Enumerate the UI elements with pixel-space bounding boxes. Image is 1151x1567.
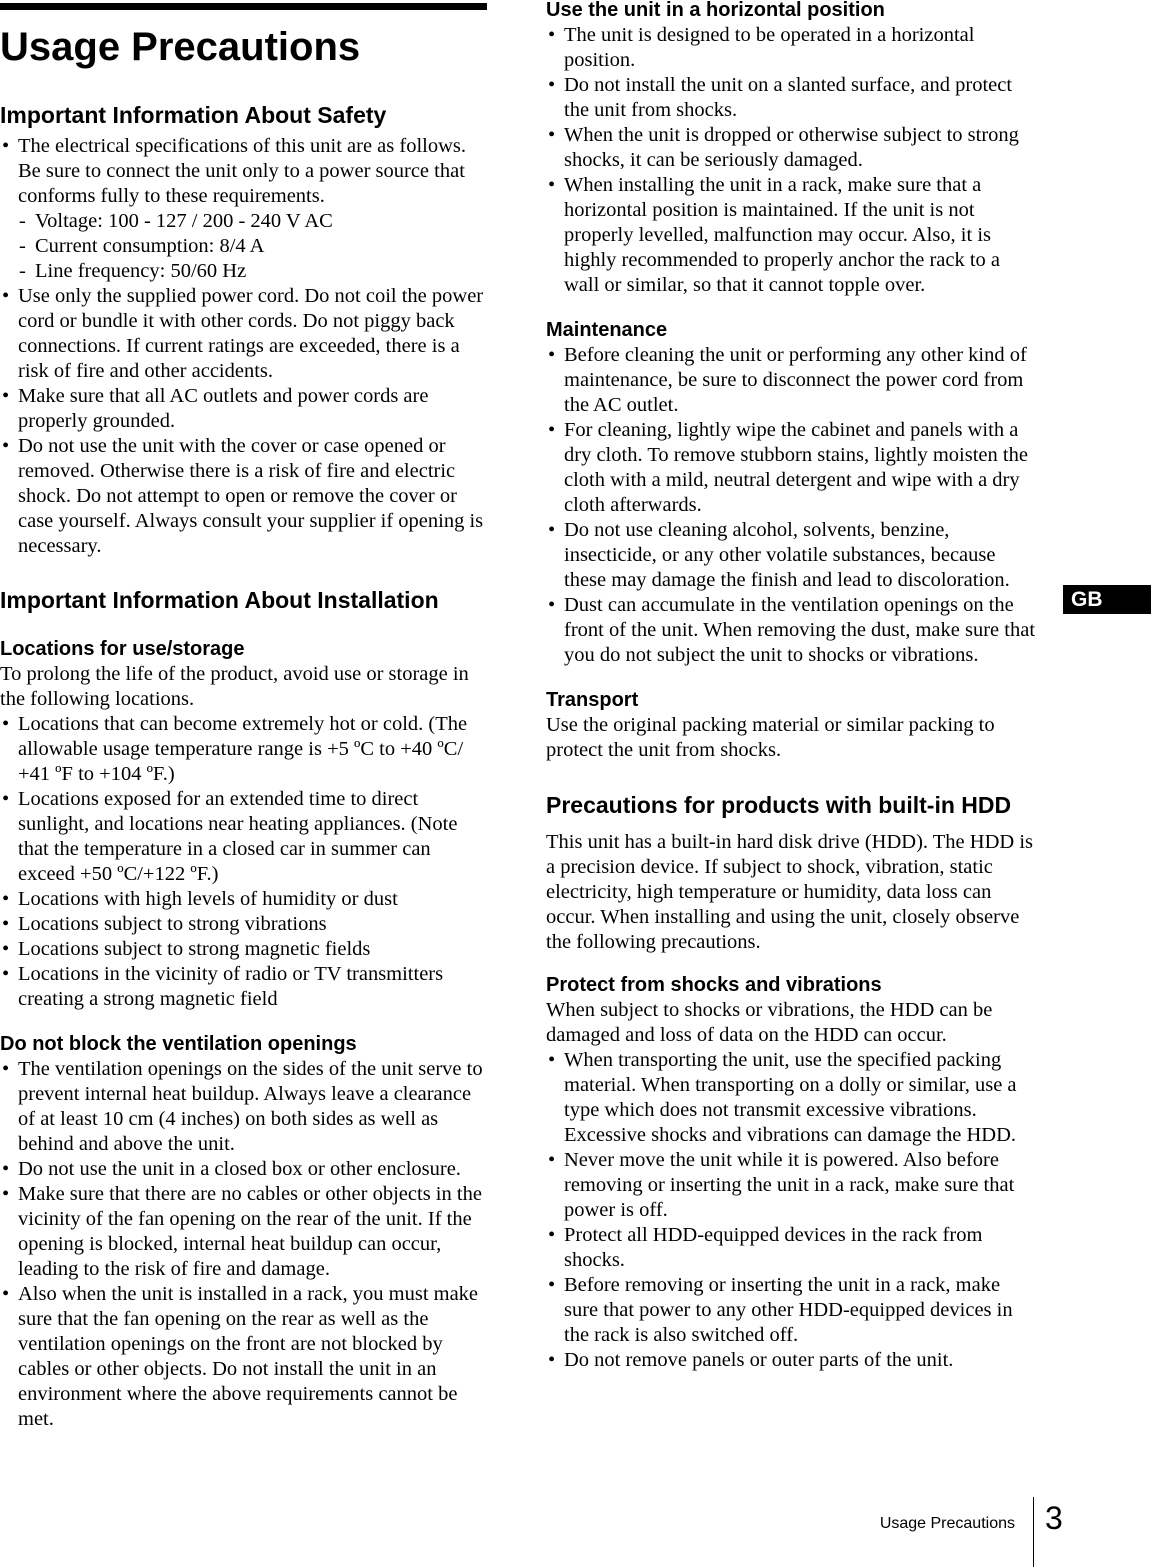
list-item: • The unit is designed to be operated in a horizontal position. [546, 23, 1038, 73]
list-item: • Locations with high levels of humidity or dust [0, 887, 487, 912]
list-item: • Never move the unit while it is powered. Also before removing or inserting the unit in a rack, make sure that power is off. [546, 1148, 1038, 1223]
list-item: • Locations exposed for an extended time to direct sunlight, and locations near heating appliances. (Note that the temperature in a closed car in summer can exceed +50 ºC/+122 ºF.) [0, 787, 487, 887]
list-item: • Locations subject to strong magnetic fields [0, 937, 487, 962]
footer-label: Usage Precautions [879, 1515, 1015, 1532]
ventilation-list [0, 1057, 487, 1432]
list-item: • Also when the unit is installed in a rack, you must make sure that the fan opening on the rear as well as the ventilation openings on the front are not blocked by cables or other objects. Do not install the unit in an environment where the above requirements cannot be met. [0, 1282, 487, 1432]
list-item: • Locations in the vicinity of radio or TV transmitters creating a strong magnetic field [0, 962, 487, 1012]
spec-item: - Current consumption: 8/4 A [0, 234, 487, 259]
hdd-intro: This unit has a built-in hard disk drive (HDD). The HDD is a precision device. If subject to shock, vibration, static electricity, high temperature or humidity, data loss can occur. When installing and using the unit, closely observe the following precautions. [546, 831, 1033, 953]
list-item: • Do not remove panels or outer parts of the unit. [546, 1348, 1038, 1373]
list-item: • Do not install the unit on a slanted surface, and protect the unit from shocks. [546, 73, 1038, 123]
locations-intro: To prolong the life of the product, avoid use or storage in the following locations. [0, 663, 469, 710]
list-item: • Use only the supplied power cord. Do not coil the power cord or bundle it with other cords. Do not piggy back connections. If current ratings are exceeded, there is a risk of fire and other accidents. [0, 284, 487, 384]
maintenance-heading: Maintenance [546, 319, 668, 341]
left-column [0, 0, 487, 1432]
spec-item: - Line frequency: 50/60 Hz [0, 259, 487, 284]
hdd-heading: Precautions for products with built-in HDD [546, 792, 1012, 818]
list-item: • For cleaning, lightly wipe the cabinet and panels with a dry cloth. To remove stubborn stains, lightly moisten the cloth with a mild, neutral detergent and wipe with a dry cloth afterwards. [546, 418, 1038, 518]
shocks-list [546, 1048, 1038, 1373]
list-item: • When the unit is dropped or otherwise subject to strong shocks, it can be seriously damaged. [546, 123, 1038, 173]
footer-divider [1033, 1497, 1034, 1567]
list-item: • Make sure that there are no cables or other objects in the vicinity of the fan opening on the rear of the unit. If the opening is blocked, internal heat buildup can occur, leading to the risk of fire and damage. [0, 1182, 487, 1282]
list-item: • The ventilation openings on the sides of the unit serve to prevent internal heat buildup. Always leave a clearance of at least 10 cm (4 inches) on both sides as well as behind and above the unit. [0, 1057, 487, 1157]
language-tab: GB [1063, 585, 1151, 614]
list-item: • Before removing or inserting the unit in a rack, make sure that power to any other HDD-equipped devices in the rack is also switched off. [546, 1273, 1038, 1348]
spec-item: - Voltage: 100 - 127 / 200 - 240 V AC [0, 209, 487, 234]
transport-text: Use the original packing material or similar packing to protect the unit from shocks. [546, 714, 995, 761]
list-item: • Dust can accumulate in the ventilation openings on the front of the unit. When removing the dust, make sure that you do not subject the unit to shocks or vibrations. [546, 593, 1038, 668]
shocks-heading: Protect from shocks and vibrations [546, 974, 882, 996]
locations-list [0, 712, 487, 1012]
list-item: • Before cleaning the unit or performing any other kind of maintenance, be sure to disconnect the power cord from the AC outlet. [546, 343, 1038, 418]
page-title: Usage Precautions [0, 25, 361, 69]
horizontal-list [546, 23, 1038, 298]
list-item: • Do not use the unit in a closed box or other enclosure. [0, 1157, 487, 1182]
list-item: • Protect all HDD-equipped devices in the rack from shocks. [546, 1223, 1038, 1273]
horizontal-heading: Use the unit in a horizontal position [546, 0, 885, 21]
list-item: • When installing the unit in a rack, make sure that a horizontal position is maintained. If the unit is not properly levelled, malfunction may occur. Also, it is highly recommended to properly anchor the rack to a wall or similar, so that it cannot topple over. [546, 173, 1038, 298]
list-item: • Make sure that all AC outlets and power cords are properly grounded. [0, 384, 487, 434]
list-item: • Locations that can become extremely hot or cold. (The allowable usage temperature range is +5 ºC to +40 ºC/ +41 ºF to +104 ºF.) [0, 712, 487, 787]
shocks-intro: When subject to shocks or vibrations, the HDD can be damaged and loss of data on the HDD can occur. [546, 999, 993, 1046]
installation-heading: Important Information About Installation [0, 587, 439, 613]
list-item: • Do not use cleaning alcohol, solvents, benzine, insecticide, or any other volatile substances, because these may damage the finish and lead to discoloration. [546, 518, 1038, 593]
maintenance-list [546, 343, 1038, 668]
right-column [546, 0, 1038, 1373]
transport-heading: Transport [546, 689, 639, 711]
locations-heading: Locations for use/storage [0, 638, 245, 660]
list-item: • The electrical specifications of this unit are as follows. Be sure to connect the unit only to a power source that conforms fully to these requirements. [0, 134, 487, 209]
list-item: • Locations subject to strong vibrations [0, 912, 487, 937]
safety-list [0, 134, 487, 559]
page-number: 3 [1045, 1500, 1063, 1536]
title-rule [0, 3, 487, 10]
ventilation-heading: Do not block the ventilation openings [0, 1033, 357, 1055]
list-item: • Do not use the unit with the cover or case opened or removed. Otherwise there is a risk of fire and electric shock. Do not attempt to open or remove the cover or case yourself. Always consult your supplier if opening is necessary. [0, 434, 487, 559]
list-item: • When transporting the unit, use the specified packing material. When transporting on a dolly or similar, use a type which does not transmit excessive vibrations. Excessive shocks and vibrations can damage the HDD. [546, 1048, 1038, 1148]
safety-heading: Important Information About Safety [0, 102, 387, 128]
